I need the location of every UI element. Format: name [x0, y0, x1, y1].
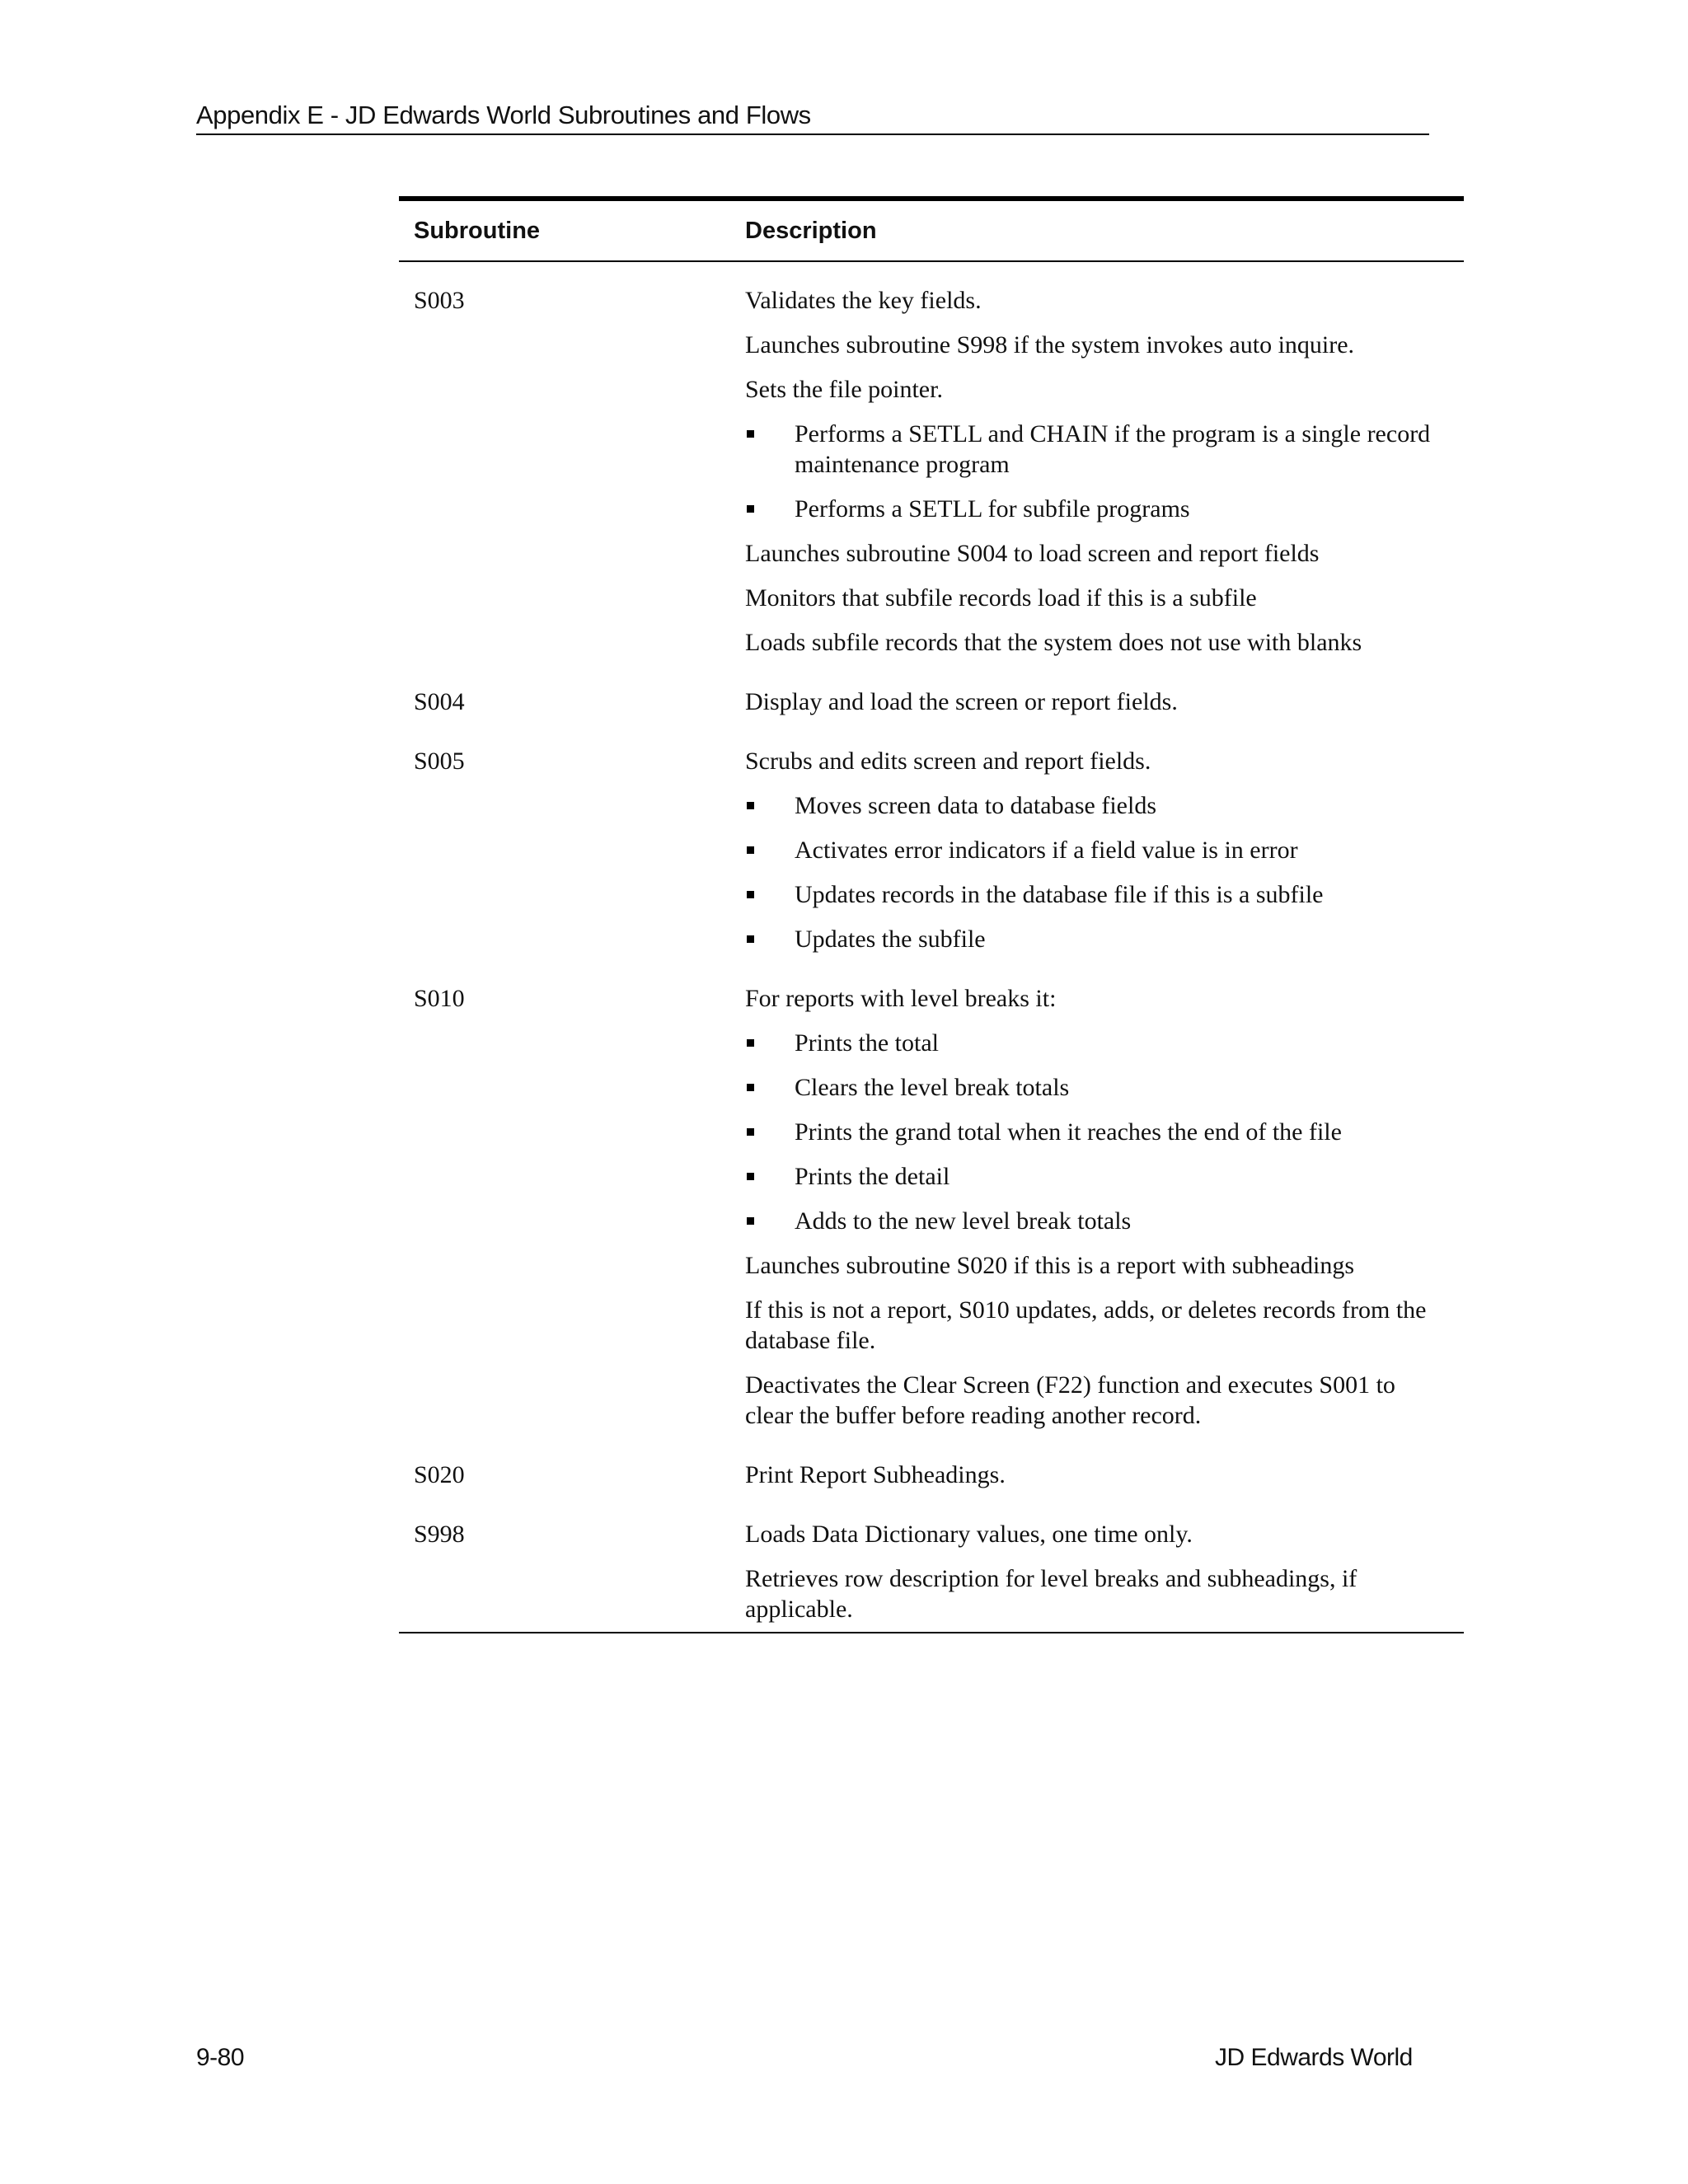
- description-line: Launches subroutine S020 if this is a report with subheadings: [745, 1252, 1355, 1279]
- subroutine-name: S004: [414, 688, 465, 715]
- subroutine-table: [399, 196, 1464, 1633]
- bullet-item: [745, 866, 1464, 911]
- description-line: Launches subroutine S004 to load screen and report fields: [745, 540, 1320, 567]
- bullet-item: [745, 405, 1464, 480]
- bullet-text: Prints the total: [795, 1029, 939, 1057]
- description-line: Display and load the screen or report fields.: [745, 688, 1178, 715]
- square-bullet-icon: [745, 790, 795, 821]
- square-bullet-icon: [745, 835, 795, 865]
- description-line: Launches subroutine S998 if the system invokes auto inquire.: [745, 331, 1355, 359]
- subroutine-name: S020: [414, 1461, 465, 1488]
- subroutine-description: [745, 733, 1464, 955]
- bullet-item: [745, 822, 1464, 866]
- table-row: [399, 272, 1464, 658]
- description-line: For reports with level breaks it:: [745, 985, 1057, 1012]
- subroutine-description: [745, 1446, 1464, 1491]
- description-line: Validates the key fields.: [745, 287, 982, 314]
- square-bullet-icon: [745, 1028, 795, 1058]
- description-line: Print Report Subheadings.: [745, 1461, 1006, 1488]
- subroutine-description: [745, 970, 1464, 1432]
- subroutine-name: S005: [414, 748, 465, 775]
- square-bullet-icon: [745, 1161, 795, 1192]
- description-line: Loads subfile records that the system does not use with blanks: [745, 629, 1362, 656]
- square-bullet-icon: [745, 1206, 795, 1236]
- bullet-text: Prints the grand total when it reaches the end of the file: [795, 1118, 1342, 1146]
- bullet-item: [745, 1059, 1464, 1104]
- bullet-item: [745, 1148, 1464, 1193]
- subroutine-description: [745, 673, 1464, 718]
- page-number: 9-80: [196, 2044, 245, 2071]
- square-bullet-icon: [745, 494, 795, 524]
- description-line: Deactivates the Clear Screen (F22) function and executes S001 to clear the buffer before reading another record.: [745, 1371, 1395, 1429]
- bullet-item: [745, 1193, 1464, 1237]
- table-row: [399, 673, 1464, 718]
- bullet-text: Prints the detail: [795, 1163, 950, 1190]
- bullet-item: [745, 480, 1464, 525]
- table-body: [399, 262, 1464, 1633]
- bullet-text: Performs a SETLL and CHAIN if the program is a single record maintenance program: [795, 420, 1431, 478]
- bullet-text: Clears the level break totals: [795, 1074, 1070, 1101]
- description-line: Sets the file pointer.: [745, 376, 943, 403]
- bullet-text: Performs a SETLL for subfile programs: [795, 495, 1190, 523]
- bullet-text: Activates error indicators if a field value is in error: [795, 837, 1298, 864]
- subroutine-description: [745, 1506, 1464, 1625]
- square-bullet-icon: [745, 1117, 795, 1147]
- footer-product-name: JD Edwards World: [1215, 2044, 1413, 2071]
- square-bullet-icon: [745, 879, 795, 910]
- running-header: Appendix E - JD Edwards World Subroutines and Flows: [196, 97, 1429, 135]
- square-bullet-icon: [745, 924, 795, 954]
- bullet-text: Moves screen data to database fields: [795, 792, 1156, 819]
- bullet-text: Adds to the new level break totals: [795, 1207, 1132, 1235]
- description-line: Retrieves row description for level breaks and subheadings, if applicable.: [745, 1565, 1357, 1623]
- bullet-item: [745, 911, 1464, 955]
- bullet-item: [745, 1104, 1464, 1148]
- column-header-description: Description: [745, 217, 877, 244]
- bullet-text: Updates records in the database file if this is a subfile: [795, 881, 1324, 908]
- subroutine-name: S010: [414, 985, 465, 1012]
- table-row: [399, 1506, 1464, 1625]
- square-bullet-icon: [745, 1072, 795, 1103]
- table-row: [399, 733, 1464, 955]
- bullet-item: [745, 1015, 1464, 1059]
- bullet-item: [745, 777, 1464, 822]
- table-row: [399, 1446, 1464, 1491]
- subroutine-description: [745, 272, 1464, 658]
- description-line: If this is not a report, S010 updates, adds, or deletes records from the database file.: [745, 1296, 1427, 1354]
- description-line: Scrubs and edits screen and report fields.: [745, 748, 1151, 775]
- table-header-row: [399, 201, 1464, 262]
- subroutine-name: S003: [414, 287, 465, 314]
- bullet-text: Updates the subfile: [795, 926, 986, 953]
- square-bullet-icon: [745, 419, 795, 480]
- subroutine-name: S998: [414, 1521, 465, 1548]
- description-line: Loads Data Dictionary values, one time only.: [745, 1521, 1193, 1548]
- column-header-subroutine: Subroutine: [414, 217, 541, 244]
- description-line: Monitors that subfile records load if this is a subfile: [745, 584, 1257, 612]
- table-row: [399, 970, 1464, 1432]
